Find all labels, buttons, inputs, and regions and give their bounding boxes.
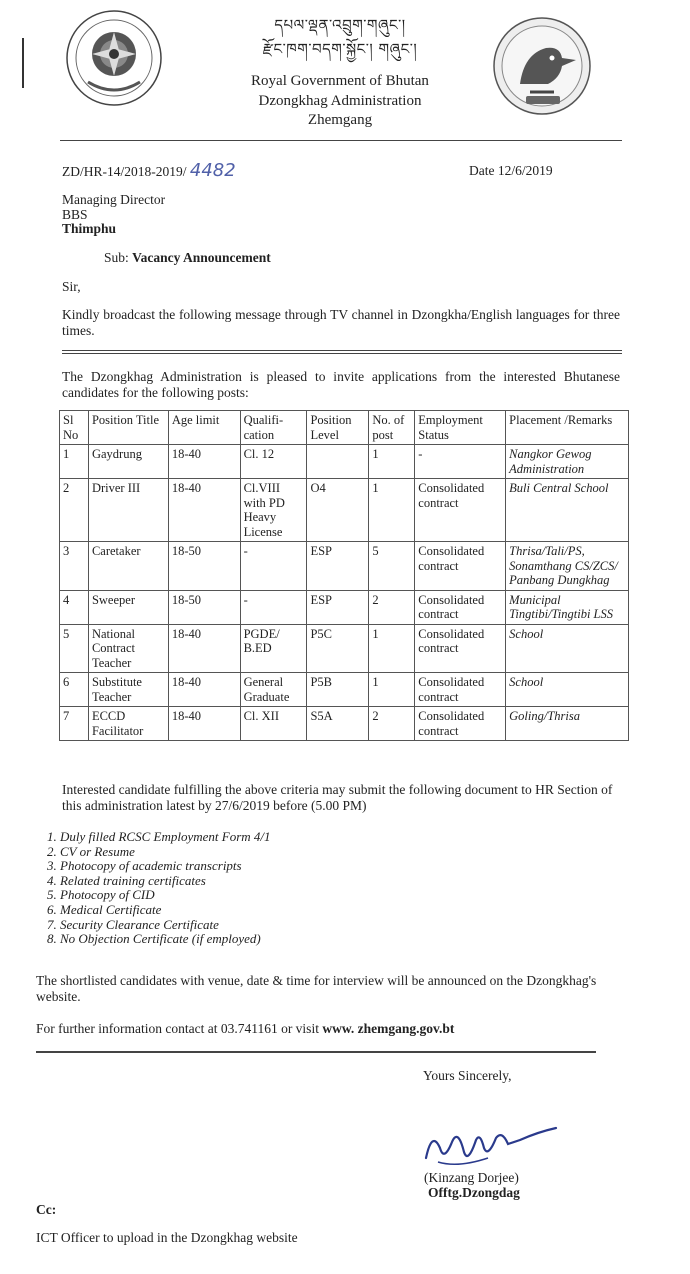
letter-date: Date 12/6/2019	[469, 163, 553, 178]
list-item: 6. Medical Certificate	[60, 903, 438, 918]
cell-status: Consolidated contract	[415, 707, 506, 741]
table-header-row	[60, 411, 629, 445]
announcement-intro: The Dzongkhag Administration is pleased to invite applications from the interested Bhutanese candidates for the following posts:	[62, 369, 620, 400]
cell-qualification: -	[240, 590, 307, 624]
recipient-title: Managing Director	[62, 192, 166, 207]
shortlist-note: The shortlisted candidates with venue, date & time for interview will be announced on the Dzongkhag's website.	[36, 973, 597, 1004]
list-item: 1. Duly filled RCSC Employment Form 4/1	[60, 830, 438, 845]
subject-line	[104, 250, 271, 266]
cell-status: -	[415, 445, 506, 479]
cell-sl: 1	[60, 445, 89, 479]
cell-sl: 3	[60, 542, 89, 591]
reference-printed: ZD/HR-14/2018-2019/	[62, 164, 187, 179]
signature-image	[418, 1118, 568, 1176]
cell-posts: 1	[369, 445, 415, 479]
cell-age: 18-40	[168, 479, 240, 542]
table-row	[60, 445, 629, 479]
royal-emblem-logo	[64, 8, 164, 108]
table-row	[60, 624, 629, 673]
cell-age: 18-40	[168, 445, 240, 479]
list-item: 4. Related training certificates	[60, 874, 438, 889]
list-item: 3. Photocopy of academic transcripts	[60, 859, 438, 874]
list-item: 7. Security Clearance Certificate	[60, 918, 438, 933]
submission-instructions: Interested candidate fulfilling the above criteria may submit the following document to HR Section of this administration latest by 27/6/2019 before (5.00 PM)	[62, 782, 613, 813]
cell-placement: School	[506, 624, 629, 673]
cell-placement: Municipal Tingtibi/Tingtibi LSS	[506, 590, 629, 624]
cell-status: Consolidated contract	[415, 673, 506, 707]
cell-sl: 5	[60, 624, 89, 673]
cell-level	[307, 445, 369, 479]
table-row	[60, 673, 629, 707]
cell-level: P5B	[307, 673, 369, 707]
cell-sl: 6	[60, 673, 89, 707]
cell-status: Consolidated contract	[415, 624, 506, 673]
cell-qualification: Cl. XII	[240, 707, 307, 741]
cell-posts: 2	[369, 590, 415, 624]
cell-age: 18-40	[168, 673, 240, 707]
list-item: 8. No Objection Certificate (if employed)	[60, 932, 438, 947]
table-row	[60, 707, 629, 741]
list-item: 2. CV or Resume	[60, 845, 438, 860]
double-rule-bottom	[62, 353, 622, 354]
cell-position: Sweeper	[88, 590, 168, 624]
cell-sl: 4	[60, 590, 89, 624]
salutation: Sir,	[62, 279, 81, 294]
header-employment-status: Employment Status	[415, 411, 506, 445]
signatory-name: (Kinzang Dorjee)	[424, 1170, 519, 1185]
cell-level: S5A	[307, 707, 369, 741]
contact-line	[36, 1021, 616, 1037]
cell-status: Consolidated contract	[415, 479, 506, 542]
dzongkha-title-1: དཔལ་ལྡན་འབྲུག་གཞུང་།	[274, 16, 406, 34]
org-dept: Dzongkhag Administration	[258, 93, 422, 109]
table-row	[60, 590, 629, 624]
header-age-limit: Age limit	[168, 411, 240, 445]
cell-placement: School	[506, 673, 629, 707]
org-location: Zhemgang	[307, 112, 373, 128]
cell-qualification: Cl. 12	[240, 445, 307, 479]
header-position-title: Position Title	[88, 411, 168, 445]
cell-position: Substitute Teacher	[88, 673, 168, 707]
cc-line: ICT Officer to upload in the Dzongkhag website	[36, 1230, 298, 1245]
national-day-logo	[490, 14, 594, 118]
cell-age: 18-40	[168, 707, 240, 741]
cell-placement: Goling/Thrisa	[506, 707, 629, 741]
cell-position: Driver III	[88, 479, 168, 542]
header-position-level: Position Level	[307, 411, 369, 445]
cell-level: ESP	[307, 542, 369, 591]
reference-number	[62, 160, 236, 181]
cell-position: Gaydrung	[88, 445, 168, 479]
signatory-title: Offtg.Dzongdag	[428, 1185, 520, 1200]
cell-placement: Buli Central School	[506, 479, 629, 542]
cell-age: 18-50	[168, 542, 240, 591]
cell-sl: 2	[60, 479, 89, 542]
cell-qualification: Cl.VIII with PD Heavy License	[240, 479, 307, 542]
subject-prefix: Sub:	[104, 250, 129, 265]
cell-position: Caretaker	[88, 542, 168, 591]
cell-posts: 1	[369, 624, 415, 673]
cell-age: 18-40	[168, 624, 240, 673]
cell-level: P5C	[307, 624, 369, 673]
cell-posts: 1	[369, 673, 415, 707]
header-placement: Placement /Remarks	[506, 411, 629, 445]
double-rule-top	[62, 350, 622, 351]
cell-position: National Contract Teacher	[88, 624, 168, 673]
header-no-of-post: No. of post	[369, 411, 415, 445]
header-sl-no: Sl No	[60, 411, 89, 445]
cell-placement: Thrisa/Tali/PS, Sonamthang CS/ZCS/ Panbang Dungkhag	[506, 542, 629, 591]
cell-position: ECCD Facilitator	[88, 707, 168, 741]
cell-posts: 5	[369, 542, 415, 591]
cell-level: ESP	[307, 590, 369, 624]
cell-qualification: -	[240, 542, 307, 591]
cell-status: Consolidated contract	[415, 542, 506, 591]
dzongkha-title-2: རྫོང་ཁག་བདག་སྐྱོང་། གཞུང་།	[262, 40, 418, 58]
footer-rule	[36, 1051, 596, 1053]
org-name: Royal Government of Bhutan	[251, 73, 429, 89]
closing-salutation: Yours Sincerely,	[423, 1068, 512, 1083]
table-row	[60, 542, 629, 591]
margin-mark	[22, 38, 24, 88]
cell-level: O4	[307, 479, 369, 542]
cell-qualification: PGDE/ B.ED	[240, 624, 307, 673]
recipient-org: BBS	[62, 207, 88, 222]
cell-posts: 2	[369, 707, 415, 741]
cell-placement: Nangkor Gewog Administration	[506, 445, 629, 479]
header-qualification: Qualifi-cation	[240, 411, 307, 445]
list-item: 5. Photocopy of CID	[60, 888, 438, 903]
subject-text: Vacancy Announcement	[132, 250, 271, 265]
cell-sl: 7	[60, 707, 89, 741]
broadcast-request: Kindly broadcast the following message through TV channel in Dzongkha/English languages for three times.	[62, 307, 620, 338]
vacancy-table	[59, 410, 629, 741]
contact-text: For further information contact at 03.741161 or visit	[36, 1021, 319, 1036]
reference-handwritten: 4482	[189, 160, 236, 181]
recipient-city: Thimphu	[62, 221, 117, 236]
header-rule	[60, 140, 622, 141]
cell-status: Consolidated contract	[415, 590, 506, 624]
cell-posts: 1	[369, 479, 415, 542]
required-documents	[38, 830, 438, 947]
cell-qualification: General Graduate	[240, 673, 307, 707]
cc-label: Cc:	[36, 1202, 57, 1217]
table-row	[60, 479, 629, 542]
website-link[interactable]: www. zhemgang.gov.bt	[322, 1021, 455, 1036]
cell-age: 18-50	[168, 590, 240, 624]
